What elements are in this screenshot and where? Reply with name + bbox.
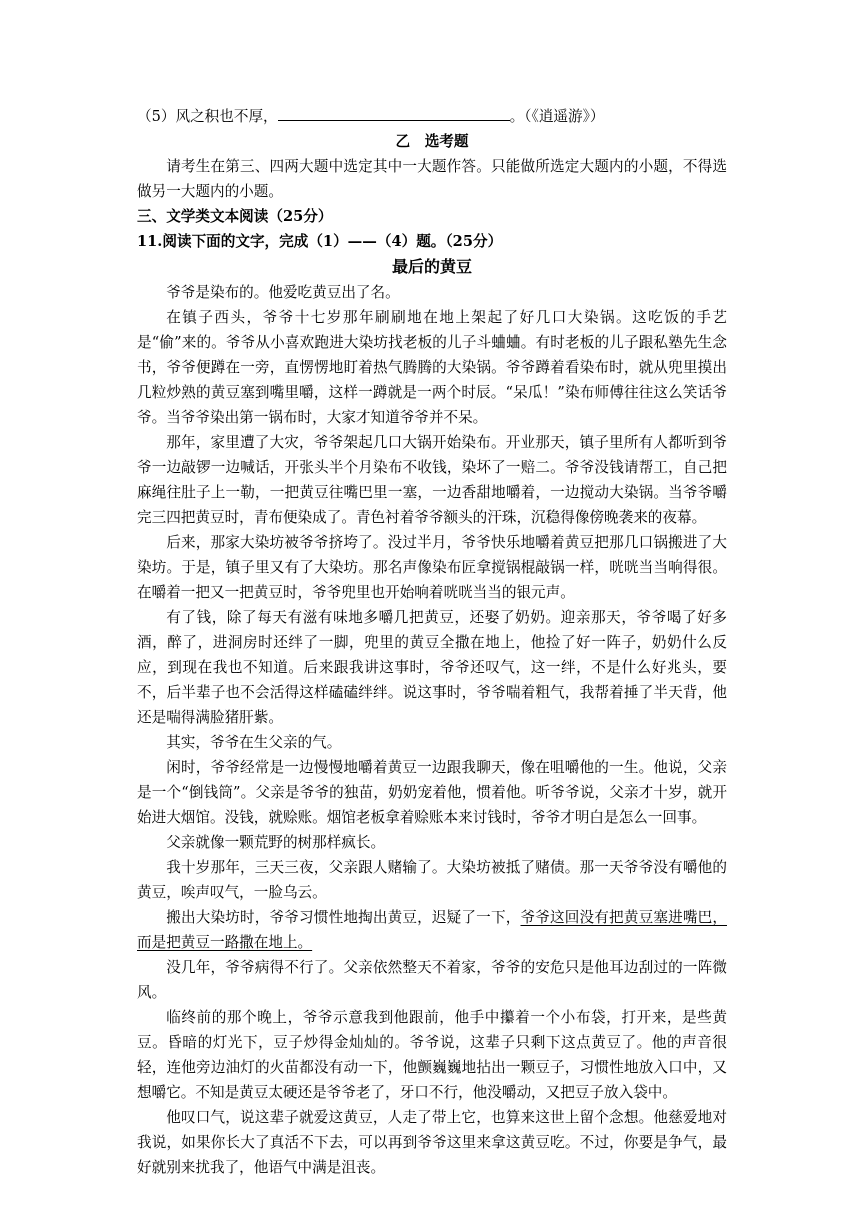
story-paragraph-underlined: [137, 905, 727, 955]
story-paragraph: 没几年，爷爷病得不行了。父亲依然整天不着家，爷爷的安危只是他耳边刮过的一阵微风。: [137, 959, 727, 1001]
fill-blank-question: [137, 104, 727, 129]
story-paragraph: 在镇子西头，爷爷十七岁那年刷刷地在地上架起了好几口大染锅。这吃饭的手艺是“偷”来的。爷爷从小喜欢跑进大染坊找老板的儿子斗蛐蛐。有时老板的儿子跟私塾先生念书，爷爷便蹲在一旁，直愣愣地盯着热气腾腾的大染锅。爷爷蹲着看染布时，就从兜里摸出几粒炒熟的黄豆塞到嘴里嚼，这样一蹲就是一两个时辰。“呆瓜！”染布师傅往往这么笑话爷爷。当爷爷染出第一锅布时，大家才知道爷爷并不呆。: [137, 309, 727, 426]
fill-blank-suffix: 。（《逍遥游》）: [509, 108, 605, 125]
story-paragraph: 他叹口气，说这辈子就爱这黄豆，人走了带上它，也算来这世上留个念想。他慈爱地对我说，如果你长大了真活不下去，可以再到爷爷这里来拿这黄豆吃。不过，你要是争气，最好就别来扰我了，他语气中满是沮丧。: [137, 1109, 727, 1176]
underlined-sentence: 爷爷这回没有把黄豆塞进嘴巴，而是把黄豆一路撒在地上。: [137, 909, 727, 951]
fill-blank-prefix: （5）风之积也不厚，: [137, 108, 278, 125]
question-11-stem: 11.阅读下面的文字，完成（1）——（4）题。（25分）: [137, 233, 503, 250]
story-paragraph: 临终前的那个晚上，爷爷示意我到他跟前，他手中攥着一个小布袋，打开来，是些黄豆。昏暗的灯光下，豆子炒得金灿灿的。爷爷说，这辈子只剩下这点黄豆了。他的声音很轻，连他旁边油灯的火苗都没有动一下，他颤巍巍地拈出一颗豆子，习惯性地放入口中，又想嚼它。不知是黄豆太硬还是爷爷老了，牙口不行，他没嚼动，又把豆子放入袋中。: [137, 1009, 727, 1101]
exam-page: [137, 104, 727, 1180]
answer-blank[interactable]: [278, 106, 510, 121]
story-title: 最后的黄豆: [391, 257, 472, 276]
section-three-heading: 三、文学类文本阅读（25分）: [137, 208, 333, 225]
story-paragraph: 其实，爷爷在生父亲的气。: [166, 734, 342, 751]
story-paragraph: 爷爷是染布的。他爱吃黄豆出了名。: [166, 284, 400, 301]
story-paragraph: 后来，那家大染坊被爷爷挤垮了。没过半月，爷爷快乐地嚼着黄豆把那几口锅搬进了大染坊。于是，镇子里又有了大染坊。那名声像染布匠拿搅锅棍敲锅一样，咣咣当当响得很。在嚼着一把又一把黄豆时，爷爷兜里也开始响着咣咣当当的银元声。: [137, 534, 727, 601]
story-paragraph: 父亲就像一颗荒野的树那样疯长。: [166, 834, 386, 851]
section-yi-heading: 乙 选考题: [395, 133, 469, 150]
story-paragraph: 闲时，爷爷经常是一边慢慢地嚼着黄豆一边跟我聊天，像在咀嚼他的一生。他说，父亲是一个“倒钱筒”。父亲是爷爷的独苗，奶奶宠着他，惯着他。听爷爷说，父亲才十岁，就开始进大烟馆。没钱，就赊账。烟馆老板拿着赊账本来讨钱时，爷爷才明白是怎么一回事。: [137, 759, 727, 826]
story-paragraph: 我十岁那年，三天三夜，父亲跟人赌输了。大染坊被抵了赌债。那一天爷爷没有嚼他的黄豆，唉声叹气，一脸乌云。: [137, 859, 727, 901]
underlined-para-lead: 搬出大染坊时，爷爷习惯性地掏出黄豆，迟疑了一下，: [166, 909, 521, 926]
instruction-text: 请考生在第三、四两大题中选定其中一大题作答。只能做所选定大题内的小题，不得选做另一大题内的小题。: [137, 158, 727, 200]
story-paragraph: 有了钱，除了每天有滋有味地多嚼几把黄豆，还娶了奶奶。迎亲那天，爷爷喝了好多酒，醉了，进洞房时还绊了一脚，兜里的黄豆全撒在地上，他捡了好一阵子，奶奶什么反应，到现在我也不知道。后来跟我讲这事时，爷爷还叹气，这一绊，不是什么好兆头，要不，后半辈子也不会活得这样磕磕绊绊。说这事时，爷爷喘着粗气，我帮着捶了半天背，他还是喘得满脸猪肝紫。: [137, 609, 727, 726]
story-paragraph: 那年，家里遭了大灾，爷爷架起几口大锅开始染布。开业那天，镇子里所有人都听到爷爷一边敲锣一边喊话，开张头半个月染布不收钱，染坏了一赔二。爷爷没钱请帮工，自己把麻绳往肚子上一勒，一把黄豆往嘴巴里一塞，一边香甜地嚼着，一边搅动大染锅。当爷爷嚼完三四把黄豆时，青布便染成了。青色衬着爷爷额头的汗珠，沉稳得像傍晚袭来的夜幕。: [137, 434, 727, 526]
